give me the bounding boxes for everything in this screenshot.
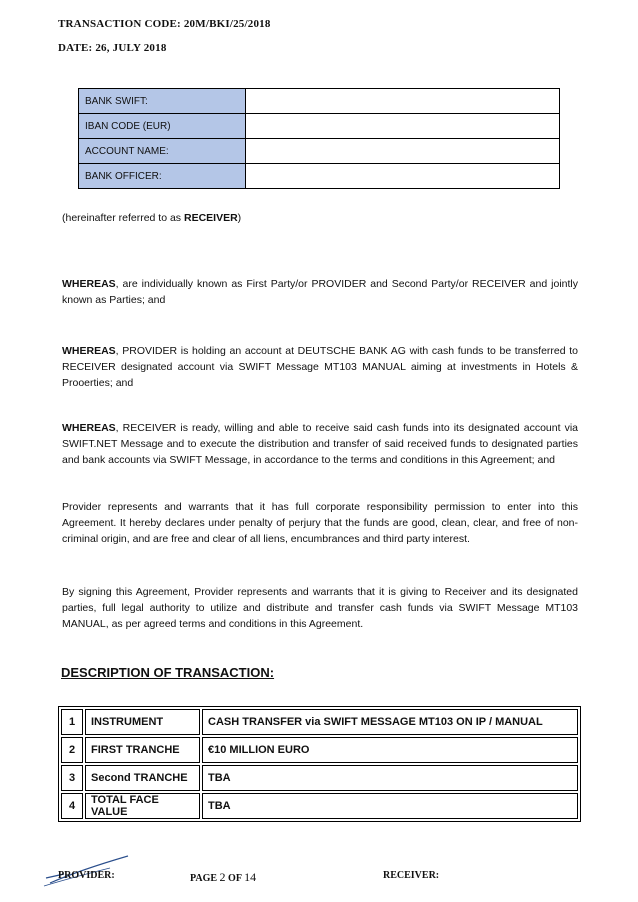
table-row — [79, 114, 560, 139]
bank-swift-value — [246, 89, 560, 114]
paragraph-whereas-2 — [62, 343, 578, 391]
receiver-note — [62, 210, 578, 226]
paragraph-signing: By signing this Agreement, Provider represents and warrants that it is giving to Receiver and its designated parties, full legal authority to utilize and distribute and transfer cash funds via SWIFT Message MT103 MANUAL, as per agreed terms and conditions in this Agreement. — [62, 586, 578, 630]
paragraph-text: , are individually known as First Party/or PROVIDER and Second Party/or RECEIVER and jointly known as Parties; and — [62, 278, 578, 306]
paragraph-text: , RECEIVER is ready, willing and able to receive said cash funds into its designated account via SWIFT.NET Message and to execute the distribution and transfer of said received funds to designated parties and bank accounts via SWIFT Message, in accordance to the terms and conditions in this Agreement; and — [62, 422, 578, 466]
row-number: 2 — [61, 737, 83, 763]
account-name-value — [246, 139, 560, 164]
account-name-label: ACCOUNT NAME: — [79, 139, 246, 164]
table-row — [79, 139, 560, 164]
table-row — [61, 737, 578, 763]
page-of: OF — [225, 873, 245, 884]
page-prefix: PAGE — [190, 873, 220, 884]
iban-code-value — [246, 114, 560, 139]
page-current: 2 — [219, 870, 226, 884]
whereas-keyword: WHEREAS — [62, 422, 116, 434]
document-date: DATE: 26, JULY 2018 — [58, 42, 167, 54]
row-number: 1 — [61, 709, 83, 735]
iban-code-label: IBAN CODE (EUR) — [79, 114, 246, 139]
table-row — [61, 765, 578, 791]
footer-page-number — [190, 870, 256, 885]
field-value: TBA — [202, 765, 578, 791]
bank-officer-label: BANK OFFICER: — [79, 164, 246, 189]
receiver-note-suffix: ) — [237, 212, 242, 224]
field-value: TBA — [202, 793, 578, 819]
table-row — [61, 709, 578, 735]
bank-details-table — [78, 88, 560, 189]
transaction-table — [58, 706, 581, 822]
row-number: 4 — [61, 793, 83, 819]
field-label: Second TRANCHE — [85, 765, 200, 791]
whereas-keyword: WHEREAS — [62, 278, 116, 290]
section-title: DESCRIPTION OF TRANSACTION: — [61, 665, 275, 680]
transaction-code: TRANSACTION CODE: 20M/BKI/25/2018 — [58, 18, 271, 30]
field-label: INSTRUMENT — [85, 709, 200, 735]
footer-provider-label: PROVIDER: — [58, 870, 115, 881]
bank-officer-value — [246, 164, 560, 189]
page-total: 14 — [244, 870, 257, 884]
whereas-keyword: WHEREAS — [62, 345, 116, 357]
row-number: 3 — [61, 765, 83, 791]
bank-swift-label: BANK SWIFT: — [79, 89, 246, 114]
receiver-note-prefix: (hereinafter referred to as — [62, 212, 184, 224]
paragraph-provider-warranty: Provider represents and warrants that it has full corporate responsibility permission to enter into this Agreement. It hereby declares under penalty of perjury that the funds are good, clean, clear, and free of non-criminal origin, and are free and clear of all liens, encumbrances and third party interest. — [62, 501, 578, 545]
paragraph-text: , PROVIDER is holding an account at DEUTSCHE BANK AG with cash funds to be transferred to RECEIVER designated account via SWIFT Message MT103 MANUAL aiming at investments in Hotels & Prooerties; and — [62, 345, 578, 389]
paragraph-whereas-1 — [62, 276, 578, 308]
field-label: TOTAL FACE VALUE — [85, 793, 200, 819]
receiver-note-bold: RECEIVER — [183, 212, 238, 224]
table-row — [79, 164, 560, 189]
field-value: CASH TRANSFER via SWIFT MESSAGE MT103 ON IP / MANUAL — [202, 709, 578, 735]
table-row — [79, 89, 560, 114]
footer-receiver-label: RECEIVER: — [383, 870, 440, 881]
field-value: €10 MILLION EURO — [202, 737, 578, 763]
table-row — [61, 793, 578, 819]
paragraph-whereas-3 — [62, 420, 578, 468]
field-label: FIRST TRANCHE — [85, 737, 200, 763]
